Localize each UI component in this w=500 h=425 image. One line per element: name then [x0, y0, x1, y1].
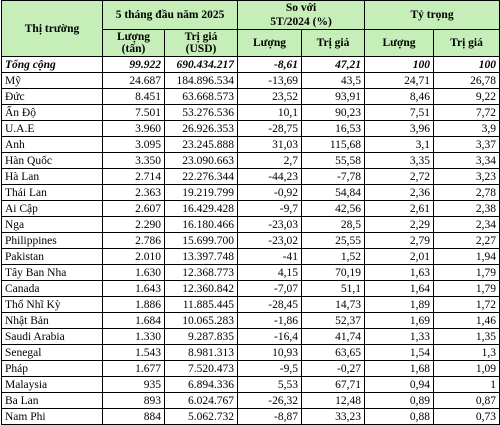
- compare-value-cell: 16,53: [302, 121, 365, 137]
- market-name: Anh: [2, 137, 103, 153]
- compare-qty-cell: -26,32: [238, 393, 302, 409]
- share-qty-cell: 1,68: [365, 361, 434, 377]
- market-name: Hàn Quốc: [2, 153, 103, 169]
- share-qty-header: Lượng: [365, 30, 434, 57]
- value-cell: 9.287.835: [165, 329, 238, 345]
- share-qty-cell: 0,89: [365, 393, 434, 409]
- table-body: [2, 57, 500, 425]
- table-row: [2, 217, 500, 233]
- share-value-header: Trị giá: [434, 30, 500, 57]
- table-row: [2, 313, 500, 329]
- table-row: [2, 297, 500, 313]
- table-row: [2, 409, 500, 425]
- compare-value-cell: 12,48: [302, 393, 365, 409]
- share-qty-cell: 1,64: [365, 281, 434, 297]
- share-qty-cell: 8,46: [365, 89, 434, 105]
- compare-value-cell: 93,91: [302, 89, 365, 105]
- market-name: Thái Lan: [2, 185, 103, 201]
- market-name: Canada: [2, 281, 103, 297]
- total-compare-qty: -8,61: [238, 57, 302, 73]
- value-cell: 7.520.473: [165, 361, 238, 377]
- compare-qty-cell: -13,69: [238, 73, 302, 89]
- table-row: [2, 361, 500, 377]
- share-qty-cell: 2,36: [365, 185, 434, 201]
- share-value-cell: 2,78: [434, 185, 500, 201]
- compare-qty-cell: 10,1: [238, 105, 302, 121]
- compare-qty-cell: -9,7: [238, 201, 302, 217]
- total-qty: 99.922: [103, 57, 165, 73]
- value-cell: 22.276.344: [165, 169, 238, 185]
- compare-value-header: Trị giá: [302, 30, 365, 57]
- compare-qty-cell: -0,92: [238, 185, 302, 201]
- share-value-cell: 0,87: [434, 393, 500, 409]
- compare-qty-cell: 2,7: [238, 153, 302, 169]
- compare-value-cell: 90,23: [302, 105, 365, 121]
- compare-value-cell: 51,1: [302, 281, 365, 297]
- header-row-1: [2, 1, 500, 30]
- market-name: Pháp: [2, 361, 103, 377]
- value-cell: 19.219.799: [165, 185, 238, 201]
- share-value-cell: 1,72: [434, 297, 500, 313]
- compare-value-cell: 41,74: [302, 329, 365, 345]
- table-row: [2, 345, 500, 361]
- table-row: [2, 169, 500, 185]
- value-header-line1: Trị giá: [184, 31, 218, 43]
- value-cell: 11.885.445: [165, 297, 238, 313]
- compare-qty-cell: -7,07: [238, 281, 302, 297]
- table-row: [2, 249, 500, 265]
- qty-cell: 2.786: [103, 233, 165, 249]
- qty-cell: 2.290: [103, 217, 165, 233]
- value-cell: 23.090.663: [165, 153, 238, 169]
- compare-value-cell: 70,19: [302, 265, 365, 281]
- market-name: Nam Phi: [2, 409, 103, 425]
- market-name: Saudi Arabia: [2, 329, 103, 345]
- value-cell: 23.245.888: [165, 137, 238, 153]
- compare-value-cell: 28,5: [302, 217, 365, 233]
- share-value-cell: 26,78: [434, 73, 500, 89]
- share-value-cell: 7,72: [434, 105, 500, 121]
- table-row: [2, 281, 500, 297]
- total-value: 690.434.217: [165, 57, 238, 73]
- market-name: Nhật Bản: [2, 313, 103, 329]
- share-value-cell: 1,09: [434, 361, 500, 377]
- compare-qty-cell: 10,93: [238, 345, 302, 361]
- share-value-cell: 3,9: [434, 121, 500, 137]
- compare-header-line1: So với: [285, 2, 317, 14]
- share-qty-cell: 2,01: [365, 249, 434, 265]
- total-share-value: 100: [434, 57, 500, 73]
- compare-qty-cell: 4,15: [238, 265, 302, 281]
- value-cell: 12.360.842: [165, 281, 238, 297]
- qty-cell: 2.010: [103, 249, 165, 265]
- share-qty-cell: 7,51: [365, 105, 434, 121]
- compare-qty-cell: 5,53: [238, 377, 302, 393]
- share-qty-cell: 1,63: [365, 265, 434, 281]
- compare-value-cell: 14,73: [302, 297, 365, 313]
- market-name: Philippines: [2, 233, 103, 249]
- compare-qty-cell: -44,23: [238, 169, 302, 185]
- qty-cell: 3.960: [103, 121, 165, 137]
- compare-qty-cell: -8,87: [238, 409, 302, 425]
- compare-value-cell: 33,23: [302, 409, 365, 425]
- compare-value-cell: 115,68: [302, 137, 365, 153]
- share-value-cell: 1,3: [434, 345, 500, 361]
- total-label: Tổng cộng: [2, 57, 103, 73]
- compare-value-cell: 43,5: [302, 73, 365, 89]
- market-name: Mỹ: [2, 73, 103, 89]
- share-qty-cell: 1,33: [365, 329, 434, 345]
- total-row: [2, 57, 500, 73]
- value-cell: 53.276.536: [165, 105, 238, 121]
- qty-cell: 1.886: [103, 297, 165, 313]
- market-name: Ai Cập: [2, 201, 103, 217]
- compare-header-line2: 5T/2024 (%): [270, 16, 332, 28]
- value-cell: 26.926.353: [165, 121, 238, 137]
- compare-value-cell: 67,71: [302, 377, 365, 393]
- market-header: Thị trường: [2, 1, 103, 57]
- compare-qty-cell: -9,5: [238, 361, 302, 377]
- qty-cell: 884: [103, 409, 165, 425]
- table-row: [2, 185, 500, 201]
- market-name: Ấn Độ: [2, 105, 103, 121]
- compare-value-cell: 55,58: [302, 153, 365, 169]
- value-cell: 184.896.534: [165, 73, 238, 89]
- value-cell: 15.699.700: [165, 233, 238, 249]
- table-row: [2, 201, 500, 217]
- compare-qty-cell: -28,75: [238, 121, 302, 137]
- compare-qty-cell: -28,45: [238, 297, 302, 313]
- market-name: Nga: [2, 217, 103, 233]
- qty-cell: 1.684: [103, 313, 165, 329]
- qty-cell: 1.543: [103, 345, 165, 361]
- share-header: Tỷ trọng: [365, 1, 500, 30]
- value-cell: 6.894.336: [165, 377, 238, 393]
- value-cell: 16.429.428: [165, 201, 238, 217]
- compare-value-cell: 25,55: [302, 233, 365, 249]
- compare-value-cell: 52,37: [302, 313, 365, 329]
- share-value-cell: 1,94: [434, 249, 500, 265]
- share-value-cell: 1,46: [434, 313, 500, 329]
- qty-cell: 1.630: [103, 265, 165, 281]
- share-qty-cell: 1,69: [365, 313, 434, 329]
- qty-cell: 3.350: [103, 153, 165, 169]
- share-value-cell: 2,27: [434, 233, 500, 249]
- qty-header: [103, 30, 165, 57]
- qty-header-line1: Lượng: [116, 31, 151, 43]
- share-qty-cell: 0,94: [365, 377, 434, 393]
- share-qty-cell: 2,61: [365, 201, 434, 217]
- share-qty-cell: 3,96: [365, 121, 434, 137]
- compare-header: [238, 1, 365, 30]
- total-share-qty: 100: [365, 57, 434, 73]
- value-cell: 63.668.573: [165, 89, 238, 105]
- total-compare-value: 47,21: [302, 57, 365, 73]
- compare-value-cell: 42,56: [302, 201, 365, 217]
- share-value-cell: 9,22: [434, 89, 500, 105]
- share-qty-cell: 3,35: [365, 153, 434, 169]
- value-cell: 5.062.732: [165, 409, 238, 425]
- compare-qty-cell: 31,03: [238, 137, 302, 153]
- table-row: [2, 265, 500, 281]
- qty-cell: 24.687: [103, 73, 165, 89]
- share-qty-cell: 2,72: [365, 169, 434, 185]
- table-row: [2, 89, 500, 105]
- market-name: Đức: [2, 89, 103, 105]
- value-cell: 13.397.748: [165, 249, 238, 265]
- market-name: Tây Ban Nha: [2, 265, 103, 281]
- share-value-cell: 2,38: [434, 201, 500, 217]
- share-value-cell: 2,34: [434, 217, 500, 233]
- qty-cell: 1.330: [103, 329, 165, 345]
- share-value-cell: 1: [434, 377, 500, 393]
- compare-value-cell: 1,52: [302, 249, 365, 265]
- period-header: 5 tháng đầu năm 2025: [103, 1, 238, 30]
- qty-cell: 2.363: [103, 185, 165, 201]
- value-header: [165, 30, 238, 57]
- qty-cell: 8.451: [103, 89, 165, 105]
- export-market-table: [1, 0, 500, 425]
- qty-cell: 935: [103, 377, 165, 393]
- value-cell: 10.065.283: [165, 313, 238, 329]
- table-row: [2, 153, 500, 169]
- qty-cell: 2.607: [103, 201, 165, 217]
- market-name: Ba Lan: [2, 393, 103, 409]
- share-value-cell: 3,34: [434, 153, 500, 169]
- market-name: Hà Lan: [2, 169, 103, 185]
- share-qty-cell: 1,54: [365, 345, 434, 361]
- share-value-cell: 3,37: [434, 137, 500, 153]
- qty-header-line2: (tấn): [121, 43, 146, 55]
- share-qty-cell: 0,88: [365, 409, 434, 425]
- qty-cell: 3.095: [103, 137, 165, 153]
- table-row: [2, 105, 500, 121]
- share-value-cell: 3,23: [434, 169, 500, 185]
- share-qty-cell: 2,79: [365, 233, 434, 249]
- qty-cell: 1.643: [103, 281, 165, 297]
- market-name: Pakistan: [2, 249, 103, 265]
- compare-qty-cell: -23,03: [238, 217, 302, 233]
- compare-qty-cell: 23,52: [238, 89, 302, 105]
- value-cell: 16.180.466: [165, 217, 238, 233]
- table-row: [2, 393, 500, 409]
- table-row: [2, 73, 500, 89]
- share-qty-cell: 2,29: [365, 217, 434, 233]
- qty-cell: 7.501: [103, 105, 165, 121]
- qty-cell: 1.677: [103, 361, 165, 377]
- share-qty-cell: 3,1: [365, 137, 434, 153]
- market-name: Thổ Nhĩ Kỳ: [2, 297, 103, 313]
- table-row: [2, 233, 500, 249]
- share-value-cell: 0,73: [434, 409, 500, 425]
- table-row: [2, 121, 500, 137]
- compare-qty-header: Lượng: [238, 30, 302, 57]
- table-row: [2, 329, 500, 345]
- compare-value-cell: -0,27: [302, 361, 365, 377]
- value-cell: 8.981.313: [165, 345, 238, 361]
- share-value-cell: 1,35: [434, 329, 500, 345]
- compare-qty-cell: -1,86: [238, 313, 302, 329]
- compare-qty-cell: -23,02: [238, 233, 302, 249]
- share-qty-cell: 24,71: [365, 73, 434, 89]
- compare-value-cell: 54,84: [302, 185, 365, 201]
- compare-qty-cell: -41: [238, 249, 302, 265]
- share-qty-cell: 1,89: [365, 297, 434, 313]
- compare-qty-cell: -16,4: [238, 329, 302, 345]
- market-name: U.A.E: [2, 121, 103, 137]
- compare-value-cell: 63,65: [302, 345, 365, 361]
- table-row: [2, 377, 500, 393]
- qty-cell: 2.714: [103, 169, 165, 185]
- share-value-cell: 1,79: [434, 265, 500, 281]
- market-name: Malaysia: [2, 377, 103, 393]
- value-header-line2: (USD): [185, 43, 217, 55]
- qty-cell: 893: [103, 393, 165, 409]
- market-name: Senegal: [2, 345, 103, 361]
- table-row: [2, 137, 500, 153]
- value-cell: 12.368.773: [165, 265, 238, 281]
- compare-value-cell: -7,78: [302, 169, 365, 185]
- value-cell: 6.024.767: [165, 393, 238, 409]
- share-value-cell: 1,79: [434, 281, 500, 297]
